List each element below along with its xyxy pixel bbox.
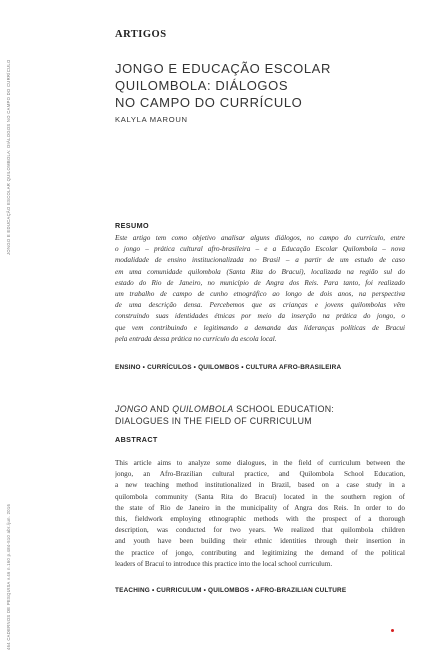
english-title	[115, 404, 405, 427]
abstract-line: the practice of jongo, contributing and legitimizing the demand of the political	[115, 548, 405, 557]
author-name: KALYLA MAROUN	[115, 115, 188, 124]
article-title	[115, 60, 395, 111]
english-title-line: DIALOGUES IN THE FIELD OF CURRICULUM	[115, 415, 312, 426]
abstract-line: a new teaching method institutionalized in Brazil, based on a case study in a	[115, 481, 405, 490]
abstract-body	[115, 458, 405, 570]
resumo-line: Este artigo tem como objetivo analisar alguns diálogos, no campo do currículo, entre	[115, 234, 405, 242]
english-title-italic: QUILOMBOLA	[172, 404, 234, 414]
abstract-keywords: TEACHING • CURRICULUM • QUILOMBOS • AFRO-BRAZILIAN CULTURE	[115, 587, 347, 594]
english-title-line	[115, 404, 405, 416]
abstract-line: description, was conducted for two years. We realized that quilombola children	[115, 526, 405, 535]
section-label: ARTIGOS	[115, 29, 167, 40]
english-title-text: SCHOOL EDUCATION:	[233, 404, 335, 414]
resumo-line: pela entrada dessa prática no currículo da escola local.	[115, 334, 277, 343]
resumo-keywords: ENSINO • CURRÍCULOS • QUILOMBOS • CULTURA AFRO-BRASILEIRA	[115, 364, 342, 371]
resumo-line: construindo suas identidades étnicas por meio da inserção na prática do jongo, o	[115, 312, 405, 321]
abstract-line: and youth have been building their ethnic identities through their insertion in	[115, 537, 405, 546]
abstract-line: jongo, an Afro-Brazilian cultural practice, and Quilombola School Education,	[115, 470, 405, 479]
abstract-line: leaders of Bracuí to introduce this practice into the local school curriculum.	[115, 559, 333, 568]
running-title-vertical: JONGO E EDUCAÇÃO ESCOLAR QUILOMBOLA: DIÁLOGOS NO CAMPO DO CURRÍCULO	[6, 59, 11, 255]
english-title-text: AND	[147, 404, 173, 414]
article-title-line: JONGO E EDUCAÇÃO ESCOLAR	[115, 61, 331, 76]
abstract-line: quilombola community (Santa Rita do Bracuí) located in the southern region of	[115, 492, 405, 501]
abstract-heading: ABSTRACT	[115, 435, 158, 444]
resumo-line: um trabalho de campo de cunho etnográfico ao longo de dois anos, na perspectiva	[115, 290, 405, 299]
article-title-line: QUILOMBOLA: DIÁLOGOS	[115, 78, 289, 93]
resumo-line: em uma comunidade quilombola (Santa Rita do Bracuí), localizada na região sul do	[115, 267, 405, 276]
abstract-line: This article aims to analyze some dialogues, in the field of curriculum between the	[115, 459, 405, 467]
resumo-line: estado do Rio de Janeiro, no município de Angra dos Reis. Para tanto, foi realizado	[115, 278, 405, 287]
resumo-line: modalidade de ensino institucionalizada no Brasil – a partir de um estudo de caso	[115, 256, 405, 265]
abstract-line: the state of Rio de Janeiro in the municipality of Angra dos Reis. In order to do	[115, 503, 405, 512]
resumo-line: que vem contribuindo e legitimando a demanda das lideranças políticas de Bracuí	[115, 323, 405, 332]
resumo-line: de uma descrição densa. Percebemos que as crianças e jovens quilombolas vêm	[115, 301, 405, 310]
journal-info-vertical: 464 CADERNOS DE PESQUISA v.46 n.160 p.484-510 abr./jun. 2016	[6, 503, 11, 650]
resumo-body	[115, 233, 405, 345]
resumo-heading: RESUMO	[115, 221, 149, 230]
english-title-italic: JONGO	[115, 404, 148, 414]
resumo-line: o jongo – prática cultural afro-brasileira – e a Educação Escolar Quilombola – nova	[115, 245, 405, 254]
page-marker-dot	[391, 629, 394, 632]
article-title-line: NO CAMPO DO CURRÍCULO	[115, 95, 303, 110]
abstract-line: this, fieldwork employing ethnographic methods with the prospect of a thorough	[115, 515, 405, 524]
